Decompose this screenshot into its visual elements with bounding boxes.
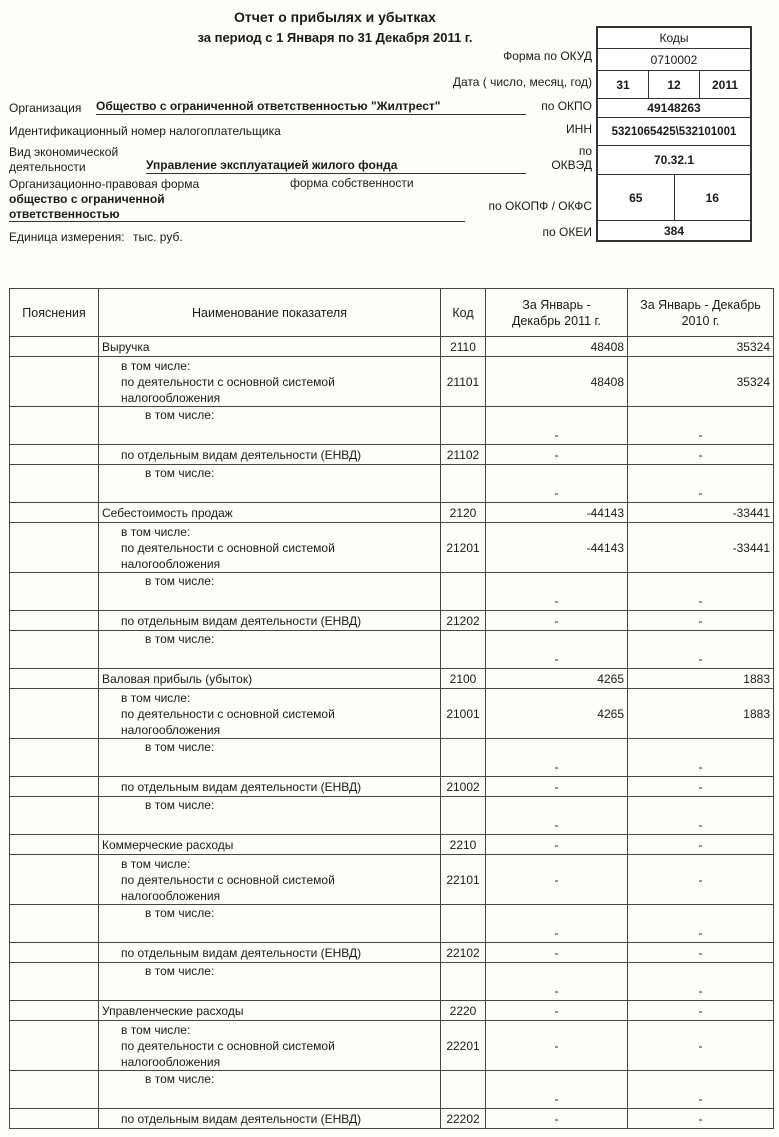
table-row [10,963,774,1001]
legal-form-underline [9,221,465,222]
indicator-code: 22101 [441,855,486,905]
indicator-name: Коммерческие расходы [99,835,441,855]
value-current: - [486,739,628,777]
indicator-name: в том числе: [99,465,441,503]
value-current: - [486,1021,628,1071]
inn-value: 5321065425\532101001 [598,117,750,145]
table-row [10,503,774,523]
value-previous: 1883 [628,669,774,689]
value-current: - [486,943,628,963]
value-current: - [486,777,628,797]
okved-label-1: по [578,144,592,158]
col-previous: За Январь - Декабрь 2010 г. [628,289,774,337]
unit-value: тыс. руб. [133,230,183,244]
notes-cell [10,465,99,503]
value-current: - [486,1071,628,1109]
indicator-name: в том числе: [99,797,441,835]
notes-cell [10,1071,99,1109]
indicator-name: в том числе: по деятельности с основной системой налогообложения [99,523,441,573]
inn-text: Идентификационный номер налогоплательщика [9,124,281,138]
indicator-name: в том числе: [99,739,441,777]
table-row [10,1021,774,1071]
col-current: За Январь - Декабрь 2011 г. [486,289,628,337]
value-previous: - [628,855,774,905]
indicator-name: Выручка [99,337,441,357]
value-previous: 35324 [628,357,774,407]
notes-cell [10,631,99,669]
date-month: 12 [648,71,699,98]
value-current: - [486,611,628,631]
notes-cell [10,573,99,611]
table-row [10,905,774,943]
indicator-code [441,739,486,777]
value-previous: - [628,611,774,631]
okei-value: 384 [598,220,750,240]
notes-cell [10,777,99,797]
col-notes: Пояснения [10,289,99,337]
indicator-name: Управленческие расходы [99,1001,441,1021]
indicator-name: в том числе: [99,631,441,669]
value-current: 48408 [486,337,628,357]
value-previous: -33441 [628,503,774,523]
indicator-code [441,905,486,943]
indicator-name: по отдельным видам деятельности (ЕНВД) [99,777,441,797]
value-previous: - [628,835,774,855]
notes-cell [10,611,99,631]
notes-cell [10,337,99,357]
value-current: - [486,835,628,855]
value-current: -44143 [486,523,628,573]
activity-label-2: деятельности [9,160,86,174]
table-row [10,611,774,631]
value-current: - [486,445,628,465]
value-previous: - [628,445,774,465]
value-current: - [486,963,628,1001]
indicator-code: 21202 [441,611,486,631]
indicator-code: 2120 [441,503,486,523]
col-code: Код [441,289,486,337]
table-row [10,357,774,407]
unit-label: Единица измерения: [9,230,125,244]
table-header-row [10,289,774,337]
org-label: Организация [9,101,82,115]
table-row [10,445,774,465]
inn-label: ИНН [566,122,592,136]
table-row [10,943,774,963]
notes-cell [10,357,99,407]
value-previous: - [628,1001,774,1021]
table-row [10,523,774,573]
report-title: Отчет о прибылях и убытках [234,9,436,25]
table-row [10,669,774,689]
value-previous: - [628,1021,774,1071]
value-previous: - [628,797,774,835]
value-current: 4265 [486,689,628,739]
ownership-label: форма собственности [290,176,414,190]
codes-box [596,26,752,242]
codes-header: Коды [659,31,689,45]
indicator-code [441,631,486,669]
table-row [10,337,774,357]
notes-cell [10,445,99,465]
date-year: 2011 [699,71,750,98]
table-row [10,777,774,797]
indicator-name: по отдельным видам деятельности (ЕНВД) [99,943,441,963]
notes-cell [10,669,99,689]
table-row [10,689,774,739]
indicator-code: 2100 [441,669,486,689]
indicator-code [441,573,486,611]
value-current: - [486,855,628,905]
value-current: 4265 [486,669,628,689]
okud-value: 0710002 [598,48,750,70]
indicator-code: 22202 [441,1109,486,1129]
table-row [10,739,774,777]
org-name: Общество с ограниченной ответственностью "Жилтрест" [96,99,526,115]
okopf-value: 65 [629,190,643,205]
value-current: - [486,631,628,669]
indicator-code: 2220 [441,1001,486,1021]
value-previous: - [628,739,774,777]
table-row [10,407,774,445]
date-label: Дата ( число, месяц, год) [452,75,592,89]
notes-cell [10,855,99,905]
notes-cell [10,503,99,523]
indicator-code: 21001 [441,689,486,739]
notes-cell [10,1021,99,1071]
value-previous: - [628,573,774,611]
value-previous: - [628,943,774,963]
value-previous: - [628,631,774,669]
okved-value: 70.32.1 [598,145,750,174]
indicator-code [441,1071,486,1109]
notes-cell [10,905,99,943]
notes-cell [10,739,99,777]
table-row [10,835,774,855]
indicator-code [441,963,486,1001]
indicator-name: в том числе: по деятельности с основной системой налогообложения [99,1021,441,1071]
report-period: за период с 1 Января по 31 Декабря 2011 г. [197,30,473,45]
indicator-name: по отдельным видам деятельности (ЕНВД) [99,1109,441,1129]
notes-cell [10,835,99,855]
value-current: - [486,573,628,611]
indicator-code [441,797,486,835]
indicator-name: в том числе: [99,573,441,611]
indicator-name: в том числе: [99,407,441,445]
value-current: - [486,905,628,943]
okud-label: Форма по ОКУД [503,49,592,63]
indicator-name: в том числе: [99,963,441,1001]
okopf-label: по ОКОПФ / ОКФС [488,199,592,213]
indicator-code [441,407,486,445]
table-row [10,631,774,669]
value-previous: 1883 [628,689,774,739]
indicator-name: в том числе: по деятельности с основной системой налогообложения [99,357,441,407]
value-current: - [486,1001,628,1021]
table-row [10,1001,774,1021]
activity-label-1: Вид экономической [9,145,119,159]
notes-cell [10,1109,99,1129]
value-current: 48408 [486,357,628,407]
indicator-code: 21102 [441,445,486,465]
okpo-label: по ОКПО [541,99,592,113]
pnl-table [9,288,774,1129]
value-previous: 35324 [628,337,774,357]
indicator-code [441,465,486,503]
indicator-code: 21201 [441,523,486,573]
notes-cell [10,963,99,1001]
indicator-name: в том числе: [99,905,441,943]
notes-cell [10,523,99,573]
indicator-code: 21101 [441,357,486,407]
okved-label-2: ОКВЭД [551,158,592,172]
activity-value: Управление эксплуатацией жилого фонда [146,158,526,174]
notes-cell [10,407,99,445]
table-row [10,573,774,611]
notes-cell [10,1001,99,1021]
value-previous: - [628,905,774,943]
indicator-name: по отдельным видам деятельности (ЕНВД) [99,445,441,465]
date-day: 31 [616,77,630,92]
table-row [10,1109,774,1129]
value-current: - [486,407,628,445]
indicator-name: в том числе: по деятельности с основной системой налогообложения [99,689,441,739]
notes-cell [10,797,99,835]
table-row [10,797,774,835]
value-current: -44143 [486,503,628,523]
table-row [10,1071,774,1109]
value-previous: - [628,777,774,797]
legal-form-1: общество с ограниченной [9,192,165,206]
okei-label: по ОКЕИ [542,225,592,239]
indicator-code: 2210 [441,835,486,855]
indicator-code: 2110 [441,337,486,357]
value-current: - [486,465,628,503]
value-previous: - [628,1109,774,1129]
value-previous: - [628,1071,774,1109]
indicator-code: 22201 [441,1021,486,1071]
col-name: Наименование показателя [99,289,441,337]
okpo-value: 49148263 [598,98,750,117]
indicator-name: в том числе: [99,1071,441,1109]
table-row [10,465,774,503]
value-previous: -33441 [628,523,774,573]
indicator-name: по отдельным видам деятельности (ЕНВД) [99,611,441,631]
value-current: - [486,797,628,835]
value-previous: - [628,963,774,1001]
indicator-code: 22102 [441,943,486,963]
notes-cell [10,689,99,739]
table-row [10,855,774,905]
okfs-value: 16 [674,175,751,220]
indicator-name: Валовая прибыль (убыток) [99,669,441,689]
indicator-name: Себестоимость продаж [99,503,441,523]
notes-cell [10,943,99,963]
legal-form-2: ответственностью [9,207,120,221]
value-previous: - [628,407,774,445]
value-current: - [486,1109,628,1129]
indicator-name: в том числе: по деятельности с основной системой налогообложения [99,855,441,905]
indicator-code: 21002 [441,777,486,797]
legal-form-label: Организационно-правовая форма [9,177,200,191]
value-previous: - [628,465,774,503]
